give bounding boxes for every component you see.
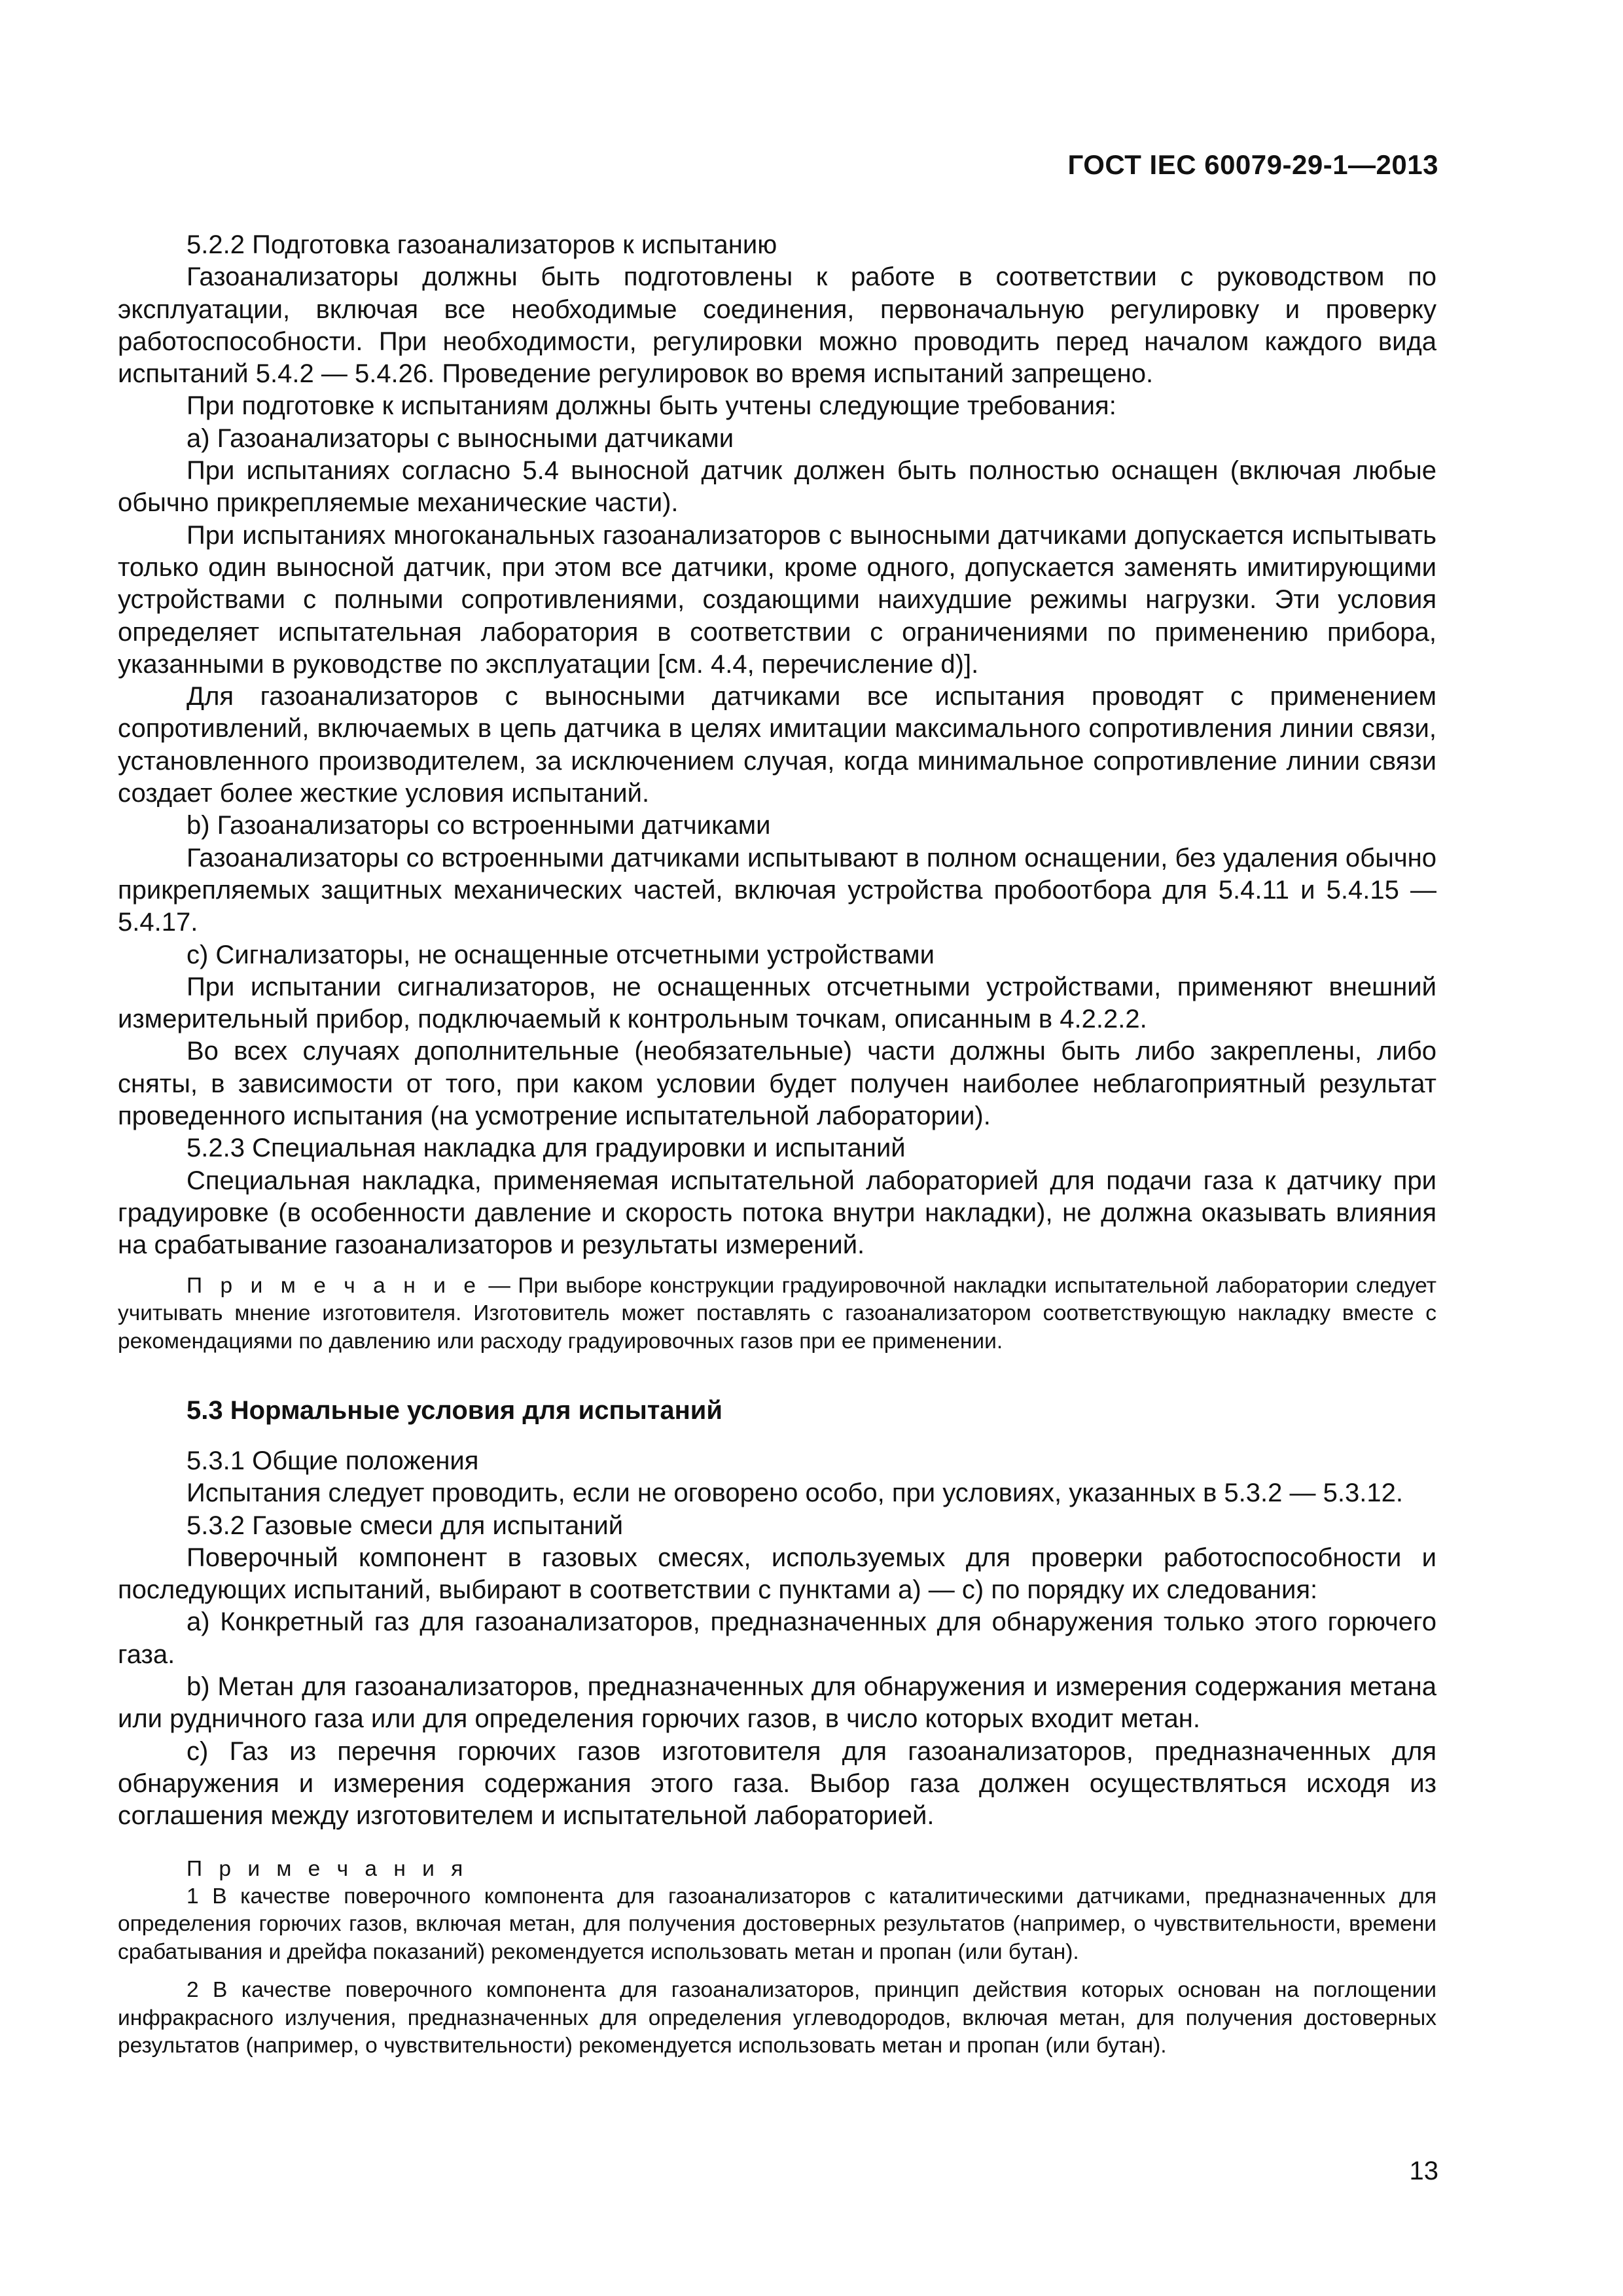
paragraph: Во всех случаях дополнительные (необязательные) части должны быть либо закреплены, либо сняты, в зависимости от того, при каком условии будет получен наиболее неблагоприятный результат проведенного испытания (на усмотрение испытательной лаборатории).: [118, 1037, 1436, 1131]
subclause-5-2-3-title: 5.2.3 Специальная накладка для градуировки и испытаний: [187, 1134, 906, 1163]
page-number: 13: [1409, 2157, 1438, 2185]
paragraph: Для газоанализаторов с выносными датчиками все испытания проводят с применением сопротивлений, включаемых в цепь датчика в целях имитации максимального сопротивления линии связи, установленного производителем, за исключением случая, когда минимальное сопротивление линии связи создает более жесткие условия испытаний.: [118, 682, 1436, 808]
list-item-a: a) Конкретный газ для газоанализаторов, предназначенных для обнаружения только этого горючего газа.: [118, 1607, 1436, 1669]
paragraph: Газоанализаторы со встроенными датчиками испытывают в полном оснащении, без удаления обычно прикрепляемых защитных механических частей, включая устройства пробоотбора для 5.4.11 и 5.4.15 — 5.4.17.: [118, 843, 1436, 937]
subclause-5-3-1-title: 5.3.1 Общие положения: [187, 1446, 479, 1475]
paragraph: При испытании сигнализаторов, не оснащенных отсчетными устройствами, применяют внешний измерительный прибор, подключаемый к контрольным точкам, описанным в 4.2.2.2.: [118, 972, 1436, 1034]
list-item-c: c) Газ из перечня горючих газов изготовителя для газоанализаторов, предназначенных для обнаружения и измерения содержания этого газа. Выбор газа должен осуществляться исходя из соглашения между изготовителем и испытательной лабораторией.: [118, 1736, 1436, 1831]
paragraph: Специальная накладка, применяемая испытательной лабораторией для подачи газа к датчику при градуировке (в особенности давление и скорость потока внутри накладки), не должна оказывать влияния на срабатывание газоанализаторов и результаты измерений.: [118, 1166, 1436, 1260]
list-item-b: b) Газоанализаторы со встроенными датчиками: [187, 811, 771, 840]
list-item-a: a) Газоанализаторы с выносными датчиками: [187, 423, 734, 453]
paragraph: Газоанализаторы должны быть подготовлены к работе в соответствии с руководством по эксплуатации, включая все необходимые соединения, первоначальную регулировку и проверку работоспособности. При необходимости, регулировки можно проводить перед началом каждого вида испытаний 5.4.2 — 5.4.26. Проведение регулировок во время испытаний запрещено.: [118, 262, 1436, 389]
document-code-header: ГОСТ IEC 60079-29-1—2013: [1067, 149, 1438, 180]
notes-label: П р и м е ч а н и я: [187, 1856, 469, 1881]
paragraph: При испытаниях согласно 5.4 выносной датчик должен быть полностью оснащен (включая любые обычно прикрепляемые механические части).: [118, 456, 1436, 518]
paragraph: При подготовке к испытаниям должны быть учтены следующие требования:: [187, 391, 1116, 421]
list-item-b: b) Метан для газоанализаторов, предназначенных для обнаружения и измерения содержания метана или рудничного газа или для определения горючих газов, в число которых входит метан.: [118, 1672, 1436, 1734]
page-body: [118, 229, 1436, 2060]
paragraph: Поверочный компонент в газовых смесях, используемых для проверки работоспособности и последующих испытаний, выбирают в соответствии с пунктами a) — c) по порядку их следования:: [118, 1543, 1436, 1605]
note: [118, 1272, 1436, 1356]
section-5-3-title: 5.3 Нормальные условия для испытаний: [187, 1396, 722, 1425]
note-label: П р и м е ч а н и е: [187, 1273, 481, 1298]
list-item-c: c) Сигнализаторы, не оснащенные отсчетными устройствами: [187, 940, 935, 969]
note-item-2: 2 В качестве поверочного компонента для газоанализаторов, принцип действия которых основан на поглощении инфракрасного излучения, предназначенных для определения углеводородов, включая метан, для получения достоверных результатов (например, о чувствительности) рекомендуется использовать метан и пропан (или бутан).: [118, 1978, 1436, 2058]
subclause-5-2-2-title: 5.2.2 Подготовка газоанализаторов к испытанию: [187, 230, 777, 259]
paragraph: При испытаниях многоканальных газоанализаторов с выносными датчиками допускается испытывать только один выносной датчик, при этом все датчики, кроме одного, допускается заменять имитирующими устройствами с полными сопротивлениями, создающими наихудшие режимы нагрузки. Эти условия определяет испытательная лаборатория в соответствии с ограничениями по применению прибора, указанными в руководстве по эксплуатации [см. 4.4, перечисление d)].: [118, 520, 1436, 679]
note-text: — При выборе конструкции градуировочной накладки испытательной лаборатории следует учитывать мнение изготовителя. Изготовитель может поставлять с газоанализатором соответствующую накладку вместе с рекомендациями по давлению или расходу градуировочных газов при ее применении.: [118, 1273, 1437, 1354]
note-item-1: 1 В качестве поверочного компонента для газоанализаторов с каталитическими датчиками, предназначенных для определения горючих газов, включая метан, для получения достоверных результатов (например, о чувствительности, времени срабатывания и дрейфа показаний) рекомендуется использовать метан и пропан (или бутан).: [118, 1884, 1436, 1964]
subclause-5-3-2-title: 5.3.2 Газовые смеси для испытаний: [187, 1511, 624, 1540]
paragraph: Испытания следует проводить, если не оговорено особо, при условиях, указанных в 5.3.2 — 5.3.12.: [187, 1479, 1403, 1508]
